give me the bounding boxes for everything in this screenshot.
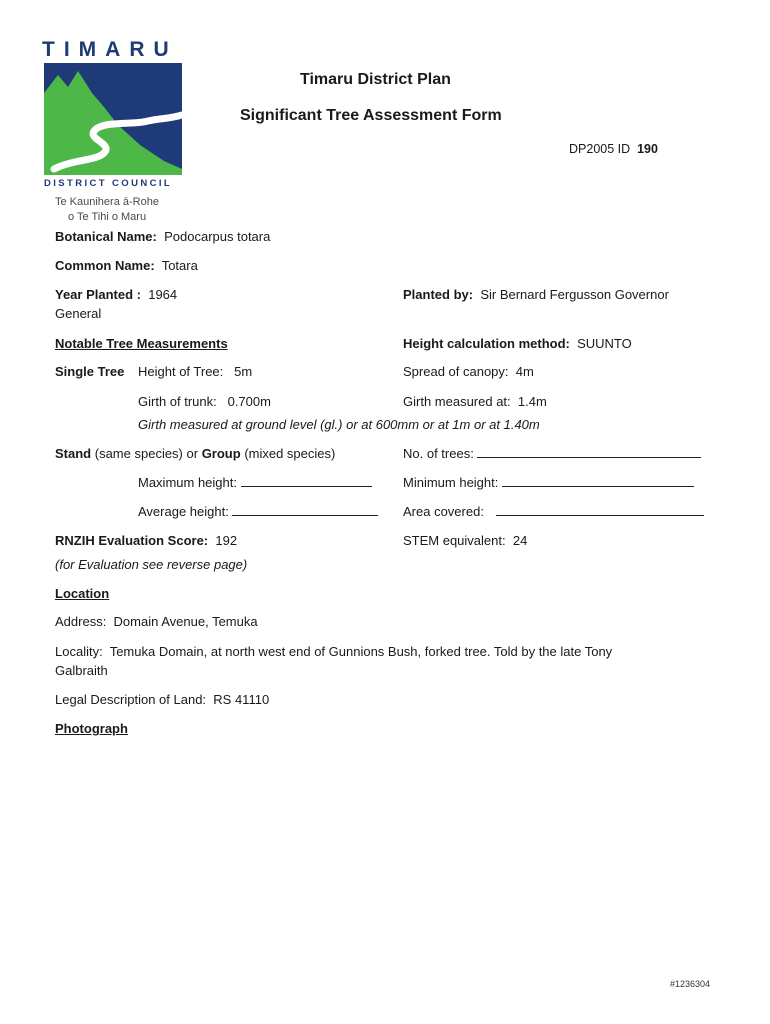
year-planted-label: Year Planted : — [55, 287, 141, 302]
girth-trunk-row — [138, 393, 271, 411]
photograph-heading: Photograph — [55, 721, 128, 736]
dp-id-label: DP2005 ID — [569, 142, 631, 156]
stem-row — [403, 532, 527, 550]
spread-canopy-value: 4m — [515, 364, 534, 379]
height-of-tree-row — [138, 363, 252, 381]
planted-by-label: Planted by: — [403, 287, 474, 302]
min-height-field[interactable] — [502, 475, 694, 487]
spread-canopy-row — [403, 363, 534, 381]
logo-wordmark: TIMARU — [42, 38, 178, 61]
common-name-row — [55, 257, 198, 275]
rnzih-label: RNZIH Evaluation Score: — [55, 533, 209, 548]
height-method-label: Height calculation method: — [403, 336, 570, 351]
planted-by-row — [403, 286, 669, 304]
single-tree-label: Single Tree — [55, 364, 125, 379]
logo-maori-line-2: o Te Tihi o Maru — [68, 211, 147, 223]
girth-measured-row — [403, 393, 547, 411]
area-covered-label: Area covered: — [403, 504, 484, 519]
locality-row — [55, 643, 612, 661]
logo-maori-line-1: Te Kaunihera ā-Rohe — [55, 196, 159, 208]
height-of-tree-value: 5m — [234, 364, 253, 379]
form-title: Significant Tree Assessment Form — [240, 107, 502, 124]
common-name-value: Totara — [161, 258, 198, 273]
council-logo — [42, 38, 192, 223]
max-height-row — [138, 474, 372, 492]
stand-label: Stand — [55, 446, 92, 461]
no-trees-field[interactable] — [477, 446, 701, 458]
evaluation-note: (for Evaluation see reverse page) — [55, 557, 248, 572]
rnzih-value: 192 — [215, 533, 238, 548]
legal-description-row — [55, 691, 269, 709]
location-heading: Location — [55, 586, 110, 601]
avg-height-row — [138, 503, 378, 521]
min-height-label: Minimum height: — [403, 475, 499, 490]
avg-height-field[interactable] — [232, 504, 378, 516]
avg-height-label: Average height: — [138, 504, 229, 519]
no-trees-label: No. of trees: — [403, 446, 474, 461]
girth-trunk-value: 0.700m — [227, 394, 271, 409]
document-id: #1236304 — [670, 979, 711, 989]
botanical-name-label: Botanical Name: — [55, 229, 157, 244]
girth-note: Girth measured at ground level (gl.) or at 600mm or at 1m or at 1.40m — [138, 417, 540, 432]
page-title: Timaru District Plan — [300, 71, 451, 88]
year-planted-row — [55, 286, 177, 304]
stand-paren: (same species) or — [94, 446, 199, 461]
logo-council-text: DISTRICT COUNCIL — [44, 178, 173, 189]
stem-value: 24 — [512, 533, 528, 548]
height-method-value: SUUNTO — [577, 336, 632, 351]
legal-description-value: RS 41110 — [213, 692, 270, 707]
group-label: Group — [201, 446, 241, 461]
stem-label: STEM equivalent: — [403, 533, 506, 548]
legal-description-label: Legal Description of Land: — [55, 692, 207, 707]
address-value: Domain Avenue, Temuka — [113, 614, 258, 629]
area-covered-row — [403, 503, 704, 521]
girth-trunk-label: Girth of trunk: — [138, 394, 217, 409]
height-method-row — [403, 335, 632, 353]
address-row — [55, 613, 258, 631]
spread-canopy-label: Spread of canopy: — [403, 364, 509, 379]
botanical-name-row — [55, 228, 270, 246]
dp-id — [569, 142, 658, 156]
locality-continuation: Galbraith — [55, 663, 108, 678]
locality-label: Locality: — [55, 644, 103, 659]
no-trees-row — [403, 445, 701, 463]
height-of-tree-label: Height of Tree: — [138, 364, 224, 379]
address-label: Address: — [55, 614, 107, 629]
dp-id-value: 190 — [637, 142, 658, 156]
rnzih-score-row — [55, 532, 237, 550]
min-height-row — [403, 474, 694, 492]
girth-measured-value: 1.4m — [517, 394, 547, 409]
logo-landscape-icon — [44, 63, 182, 175]
area-covered-field[interactable] — [496, 504, 704, 516]
botanical-name-value: Podocarpus totara — [164, 229, 271, 244]
locality-value: Temuka Domain, at north west end of Gunnions Bush, forked tree. Told by the late Tony — [109, 644, 613, 659]
common-name-label: Common Name: — [55, 258, 155, 273]
stand-group-row — [55, 445, 335, 463]
girth-measured-label: Girth measured at: — [403, 394, 511, 409]
group-paren: (mixed species) — [244, 446, 336, 461]
max-height-label: Maximum height: — [138, 475, 237, 490]
year-planted-value: 1964 — [148, 287, 178, 302]
year-planted-continuation: General — [55, 306, 102, 321]
max-height-field[interactable] — [241, 475, 372, 487]
notable-measurements-heading: Notable Tree Measurements — [55, 336, 228, 351]
planted-by-value: Sir Bernard Fergusson Governor — [480, 287, 669, 302]
